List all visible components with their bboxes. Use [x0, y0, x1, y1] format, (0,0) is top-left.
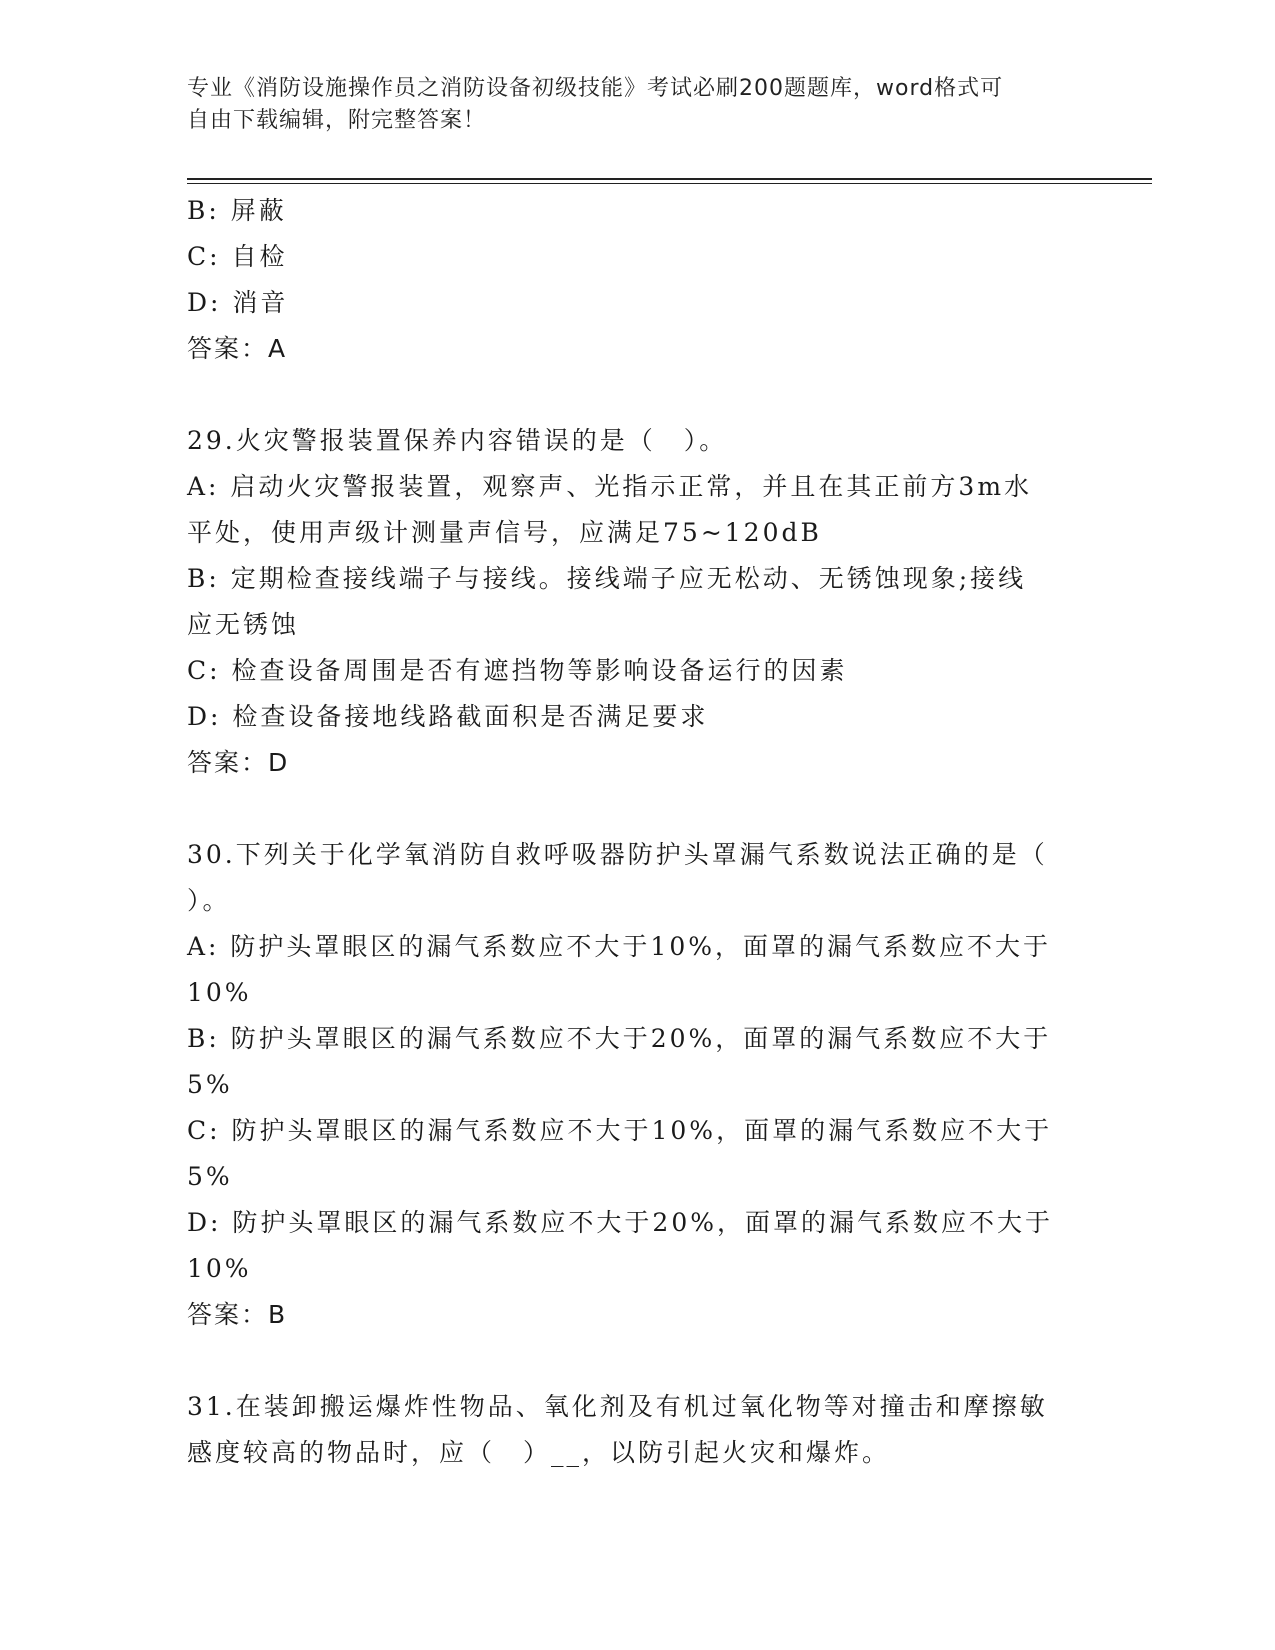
question-30	[187, 832, 1067, 1338]
option-c-continued: 5%	[187, 1162, 233, 1191]
question-text: 29.火灾警报装置保养内容错误的是（ ）。	[187, 426, 728, 455]
question-text-continued: ）。	[187, 886, 231, 915]
answer: 答案：B	[187, 1300, 288, 1329]
option-b: B: 屏蔽	[187, 196, 287, 225]
question-body	[187, 188, 1067, 1476]
question-28-tail	[187, 188, 1067, 372]
option-d: D: 消音	[187, 288, 289, 317]
header-line-2: 自由下载编辑，附完整答案！	[187, 108, 487, 133]
header-divider-thick	[187, 178, 1152, 180]
option-b-continued: 5%	[187, 1070, 233, 1099]
document-header	[187, 73, 1087, 137]
question-text: 31.在装卸搬运爆炸性物品、氧化剂及有机过氧化物等对撞击和摩擦敏	[187, 1392, 1048, 1421]
option-d: D: 检查设备接地线路截面积是否满足要求	[187, 702, 709, 731]
question-text: 30.下列关于化学氧消防自救呼吸器防护头罩漏气系数说法正确的是（	[187, 840, 1048, 869]
question-31	[187, 1384, 1067, 1476]
option-a: A: 防护头罩眼区的漏气系数应不大于10%，面罩的漏气系数应不大于	[187, 932, 1051, 961]
header-line-1: 专业《消防设施操作员之消防设备初级技能》考试必刷200题题库，word格式可	[187, 76, 1004, 101]
option-b: B: 防护头罩眼区的漏气系数应不大于20%，面罩的漏气系数应不大于	[187, 1024, 1052, 1053]
spacer	[187, 1338, 1067, 1384]
option-c: C: 自检	[187, 242, 288, 271]
option-c: C: 检查设备周围是否有遮挡物等影响设备运行的因素	[187, 656, 848, 685]
option-a-continued: 10%	[187, 978, 252, 1007]
question-29	[187, 418, 1067, 786]
option-c: C: 防护头罩眼区的漏气系数应不大于10%，面罩的漏气系数应不大于	[187, 1116, 1053, 1145]
option-b-continued: 应无锈蚀	[187, 610, 300, 639]
option-b: B: 定期检查接线端子与接线。接线端子应无松动、无锈蚀现象;接线	[187, 564, 1027, 593]
option-d: D: 防护头罩眼区的漏气系数应不大于20%，面罩的漏气系数应不大于	[187, 1208, 1053, 1237]
answer: 答案：D	[187, 748, 290, 777]
question-text-continued: 感度较高的物品时，应（ ）__，以防引起火灾和爆炸。	[187, 1438, 891, 1467]
answer: 答案：A	[187, 334, 288, 363]
spacer	[187, 372, 1067, 418]
option-a: A: 启动火灾警报装置，观察声、光指示正常，并且在其正前方3m水	[187, 472, 1033, 501]
option-d-continued: 10%	[187, 1254, 252, 1283]
header-divider-thin	[187, 183, 1152, 184]
spacer	[187, 786, 1067, 832]
option-a-continued: 平处，使用声级计测量声信号，应满足75~120dB	[187, 518, 822, 547]
